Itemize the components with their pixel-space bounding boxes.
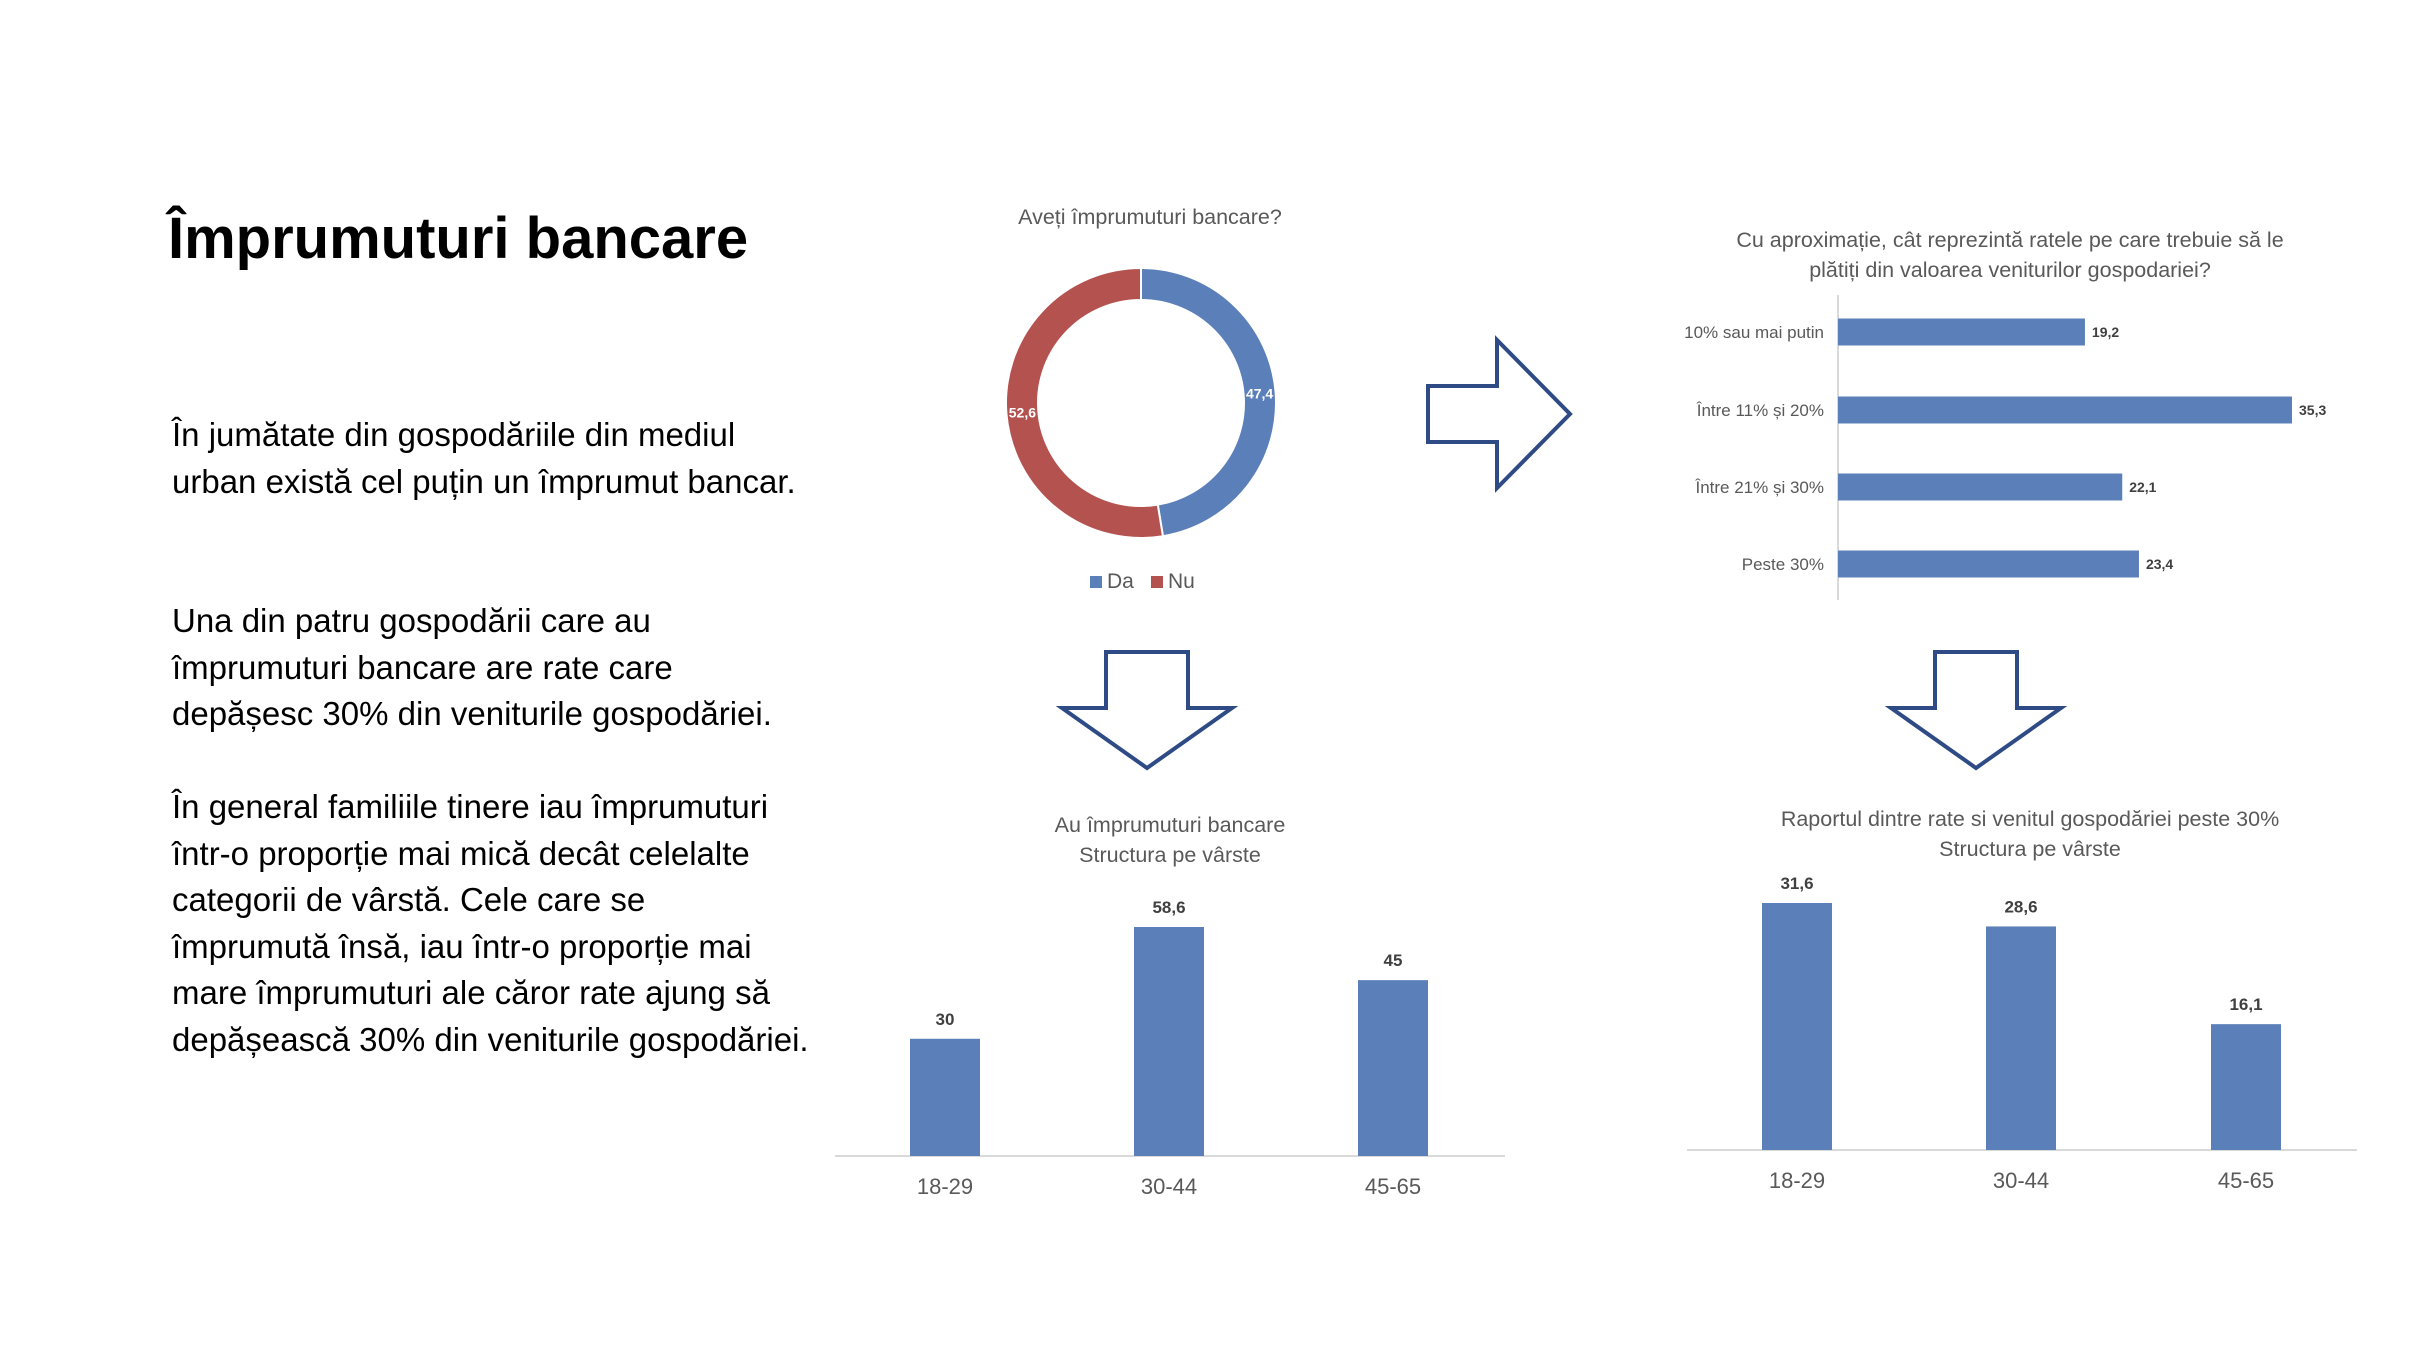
vbar-category-label: 45-65 <box>2217 1168 2275 1193</box>
vbar-data-label: 16,1 <box>2229 995 2263 1015</box>
hbar-data-label: 22,1 <box>2129 479 2157 495</box>
hbar-category-label: 10% sau mai putin <box>1684 323 1824 342</box>
legend-label-nu: Nu <box>1168 570 1195 593</box>
down-arrow-icon <box>1062 652 1232 768</box>
vbar-category-label: 18-29 <box>1768 1168 1826 1193</box>
vbar-data-label: 31,6 <box>1780 874 1814 893</box>
vbar-data-label: 58,6 <box>1152 898 1186 917</box>
age-ratio-chart-title-line-1: Raportul dintre rate si venitul gospodăriei peste 30% <box>1780 807 2280 831</box>
vbar-data-label: 45 <box>1383 951 1403 971</box>
paragraph-3: În general familiile tinere iau împrumuturi într-o proporție mai mică decât celelalte categorii de vârstă. Cele care se împrumută însă, iau într-o proporție mai mare împrumuturi ale căror rate ajung să depășească 30% din veniturile gospodăriei. <box>172 788 809 1058</box>
hbar-category-label: Între 11% și 20% <box>1696 401 1824 420</box>
donut-data-label: 47,4 <box>1245 385 1274 402</box>
legend-label-da: Da <box>1107 570 1134 593</box>
hbar-data-label: 19,2 <box>2091 324 2120 340</box>
vbar-category-label: 30-44 <box>1140 1174 1198 1199</box>
down-arrow-icon <box>1891 652 2061 768</box>
donut-chart-title: Aveți împrumuturi bancare? <box>1018 205 1282 229</box>
vbar-data-label: 30 <box>935 1009 955 1029</box>
vbar-data-label: 28,6 <box>2004 897 2038 917</box>
slide-title: Împrumuturi bancare <box>168 206 749 271</box>
vbar-category-label: 18-29 <box>916 1174 974 1199</box>
paragraph-1: În jumătate din gospodăriile din mediul urban există cel puțin un împrumut bancar. <box>172 416 796 500</box>
donut-data-label: 52,6 <box>1008 404 1037 421</box>
hbar-chart-title-line-2: plătiți din valoarea veniturilor gospodariei? <box>1809 258 2211 282</box>
age-ratio-chart-title-line-2: Structura pe vârste <box>1939 837 2121 861</box>
age-loans-chart-title-line-1: Au împrumuturi bancare <box>1054 813 1286 837</box>
hbar-data-label: 35,3 <box>2299 402 2327 418</box>
vbar-category-label: 30-44 <box>1992 1168 2050 1193</box>
hbar-category-label: Peste 30% <box>1741 555 1824 574</box>
age-loans-chart-title-line-2: Structura pe vârste <box>1079 843 1261 867</box>
hbar-category-label: Între 21% și 30% <box>1695 478 1824 497</box>
hbar-data-label: 23,4 <box>2145 556 2174 572</box>
paragraph-2: Una din patru gospodării care au împrumuturi bancare are rate care depășesc 30% din veniturile gospodăriei. <box>172 602 772 732</box>
hbar-chart-title-line-1: Cu aproximație, cât reprezintă ratele pe care trebuie să le <box>1736 228 2284 252</box>
vbar-category-label: 45-65 <box>1364 1174 1422 1199</box>
right-arrow-icon <box>1428 340 1570 488</box>
